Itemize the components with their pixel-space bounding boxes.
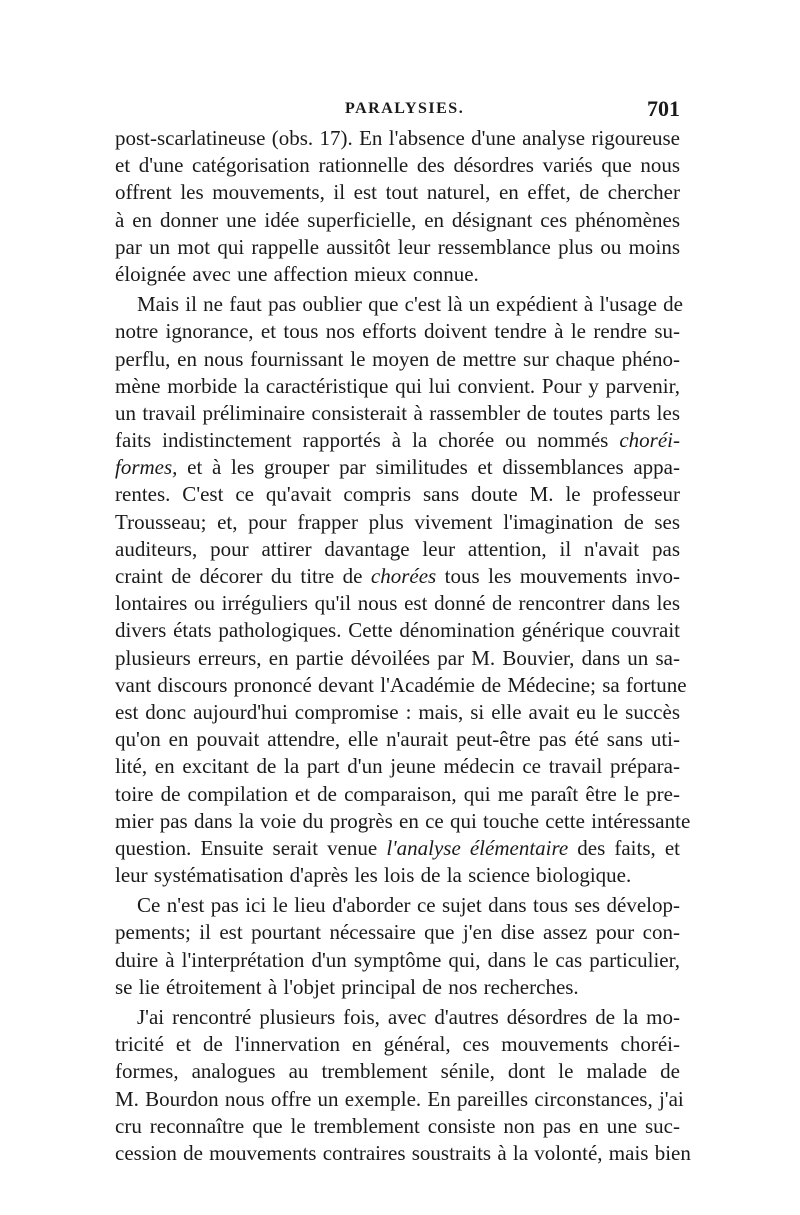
text-line: lité, en excitant de la part d'un jeune médecin ce travail prépara-: [115, 754, 680, 779]
text-line: divers états pathologiques. Cette dénomination générique couvrait: [115, 618, 680, 643]
text-line: tricité et de l'innervation en général, ces mouvements choréi-: [115, 1032, 680, 1057]
text-line: [115, 427, 680, 454]
text-line: [115, 835, 680, 862]
text-line: vant discours prononcé devant l'Académie de Médecine; sa fortune: [115, 672, 687, 697]
text-line: à en donner une idée superficielle, en désignant ces phénomènes: [115, 207, 680, 232]
text-line: duire à l'interprétation d'un symptôme qui, dans le cas particulier,: [115, 947, 680, 972]
text-line: Mais il ne faut pas oublier que c'est là un expédient à l'usage de: [137, 292, 683, 317]
text-line: M. Bourdon nous offre un exemple. En pareilles circonstances, j'ai: [115, 1086, 684, 1111]
text-line: offrent les mouvements, il est tout naturel, en effet, de chercher: [115, 180, 680, 205]
text-line: cru reconnaître que le tremblement consiste non pas en une suc-: [115, 1113, 680, 1138]
line-text: craint de décorer du titre de: [115, 564, 371, 588]
line-text: tous les mouvements invo-: [436, 564, 680, 588]
text-line: toire de compilation et de comparaison, qui me paraît être le pre-: [115, 781, 680, 806]
text-line: lontaires ou irréguliers qu'il nous est donné de rencontrer dans les: [115, 591, 680, 616]
text-line: Ce n'est pas ici le lieu d'aborder ce sujet dans tous ses dévelop-: [137, 893, 680, 918]
text-line: mène morbide la caractéristique qui lui convient. Pour y parvenir,: [115, 373, 680, 398]
text-line: éloignée avec une affection mieux connue.: [115, 261, 479, 286]
paragraph: [115, 291, 691, 889]
text-line: plusieurs erreurs, en partie dévoilées par M. Bouvier, dans un sa-: [115, 645, 680, 670]
text-line: se lie étroitement à l'objet principal de nos recherches.: [115, 974, 579, 999]
text-line: cession de mouvements contraires soustraits à la volonté, mais bien: [115, 1140, 691, 1165]
text-line: Trousseau; et, pour frapper plus vivement l'imagination de ses: [115, 509, 680, 534]
text-line: J'ai rencontré plusieurs fois, avec d'autres désordres de la mo-: [137, 1005, 680, 1029]
text-line: est donc aujourd'hui compromise : mais, si elle avait eu le succès: [115, 699, 680, 724]
running-head: [115, 96, 680, 126]
running-title: PARALYSIES.: [345, 100, 465, 117]
text-line: formes, analogues au tremblement sénile, dont le malade de: [115, 1059, 680, 1084]
italic-term: choréi-: [619, 428, 680, 453]
paragraph: [115, 125, 680, 288]
page-number: 701: [647, 96, 680, 121]
text-line: auditeurs, pour attirer davantage leur attention, il n'avait pas: [115, 536, 680, 561]
body-text: [115, 125, 691, 1167]
italic-term: formes,: [115, 455, 178, 480]
paragraph: [115, 892, 680, 1001]
text-line: par un mot qui rappelle aussitôt leur ressemblance plus ou moins: [115, 234, 680, 259]
text-line: perflu, en nous fournissant le moyen de mettre sur chaque phéno-: [115, 346, 680, 371]
text-line: [115, 563, 680, 590]
text-line: [115, 454, 680, 481]
paragraph: [115, 1004, 691, 1167]
italic-term: chorées: [370, 564, 437, 588]
italic-term: l'analyse élémentaire: [386, 835, 569, 860]
text-line: rentes. C'est ce qu'avait compris sans doute M. le professeur: [115, 482, 680, 507]
line-text: faits indistinctement rapportés à la chorée ou nommés: [115, 428, 620, 453]
text-line: notre ignorance, et tous nos efforts doivent tendre à le rendre su-: [115, 319, 680, 344]
text-line: pements; il est pourtant nécessaire que j'en dise assez pour con-: [115, 920, 680, 945]
text-line: post-scarlatineuse (obs. 17). En l'absence d'une analyse rigoureuse: [115, 126, 680, 150]
text-line: leur systématisation d'après les lois de la science biologique.: [115, 863, 632, 888]
text-line: et d'une catégorisation rationnelle des désordres variés que nous: [115, 153, 680, 178]
line-text: et à les grouper par similitudes et dissemblances appa-: [177, 455, 680, 480]
text-line: mier pas dans la voie du progrès en ce qui touche cette intéressante: [115, 808, 691, 833]
line-text: des faits, et: [568, 835, 680, 860]
text-line: un travail préliminaire consisterait à rassembler de toutes parts les: [115, 400, 680, 425]
text-line: qu'on en pouvait attendre, elle n'aurait peut-être pas été sans uti-: [115, 727, 680, 752]
line-text: question. Ensuite serait venue: [115, 835, 387, 860]
